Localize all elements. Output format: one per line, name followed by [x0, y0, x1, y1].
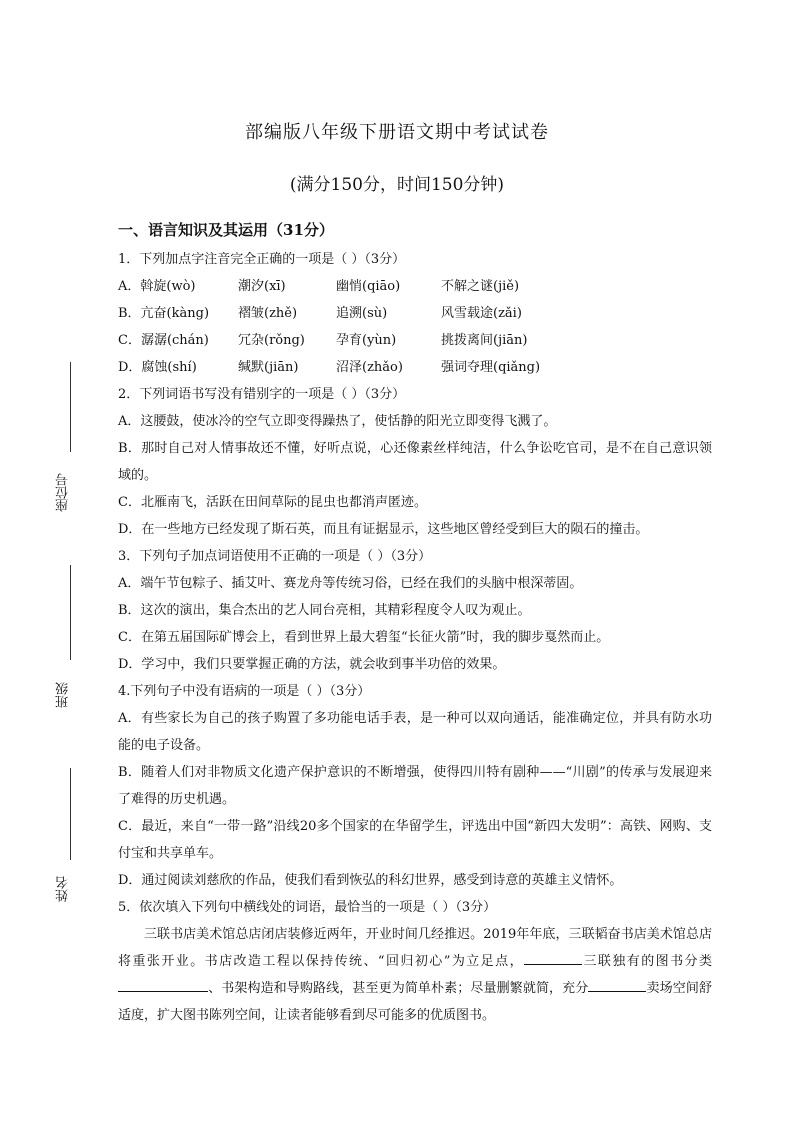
option-term: 幽悄(qiāo): [336, 279, 401, 294]
q5-passage-text: 卖场空间舒适度，扩大图书陈列空间，让读者能够看到尽可能多的优质图书。: [118, 981, 712, 1023]
exam-subtitle: (满分150分，时间150分钟): [289, 175, 505, 195]
option-term: 缄默(jiān): [238, 360, 299, 375]
option-term: 褶皱(zhě): [238, 306, 298, 321]
option-term: 追溯(sù): [336, 306, 388, 321]
q1-option-b: [118, 300, 712, 327]
q3-option-d: D．学习中，我们只要掌握正确的方法，就会收到事半功倍的效果。: [118, 657, 506, 672]
q1-stem: 1．下列加点字注音完全正确的一项是（ ）（3分）: [118, 252, 406, 267]
margin-label-name: 姓名: [56, 876, 71, 902]
option-term: 挑拨离间(jiān): [441, 333, 528, 348]
option-term: 冗杂(rǒng): [238, 333, 305, 348]
q4-option-b: B．随着人们对非物质文化遗产保护意识的不断增强，使得四川特有剧种——“川剧”的传承与发展迎来了难得的历史机遇。: [118, 765, 712, 807]
margin-line-seat: [70, 362, 71, 452]
question-content: [118, 246, 712, 1029]
option-term: C．潺潺(chán): [118, 333, 209, 348]
option-term: B．亢奋(kàng): [118, 306, 210, 321]
q2-option-b: B．那时自己对人情事故还不懂，好听点说，心还像素丝样纯洁，什么争讼吃官司，是不在自己意识领域的。: [118, 441, 712, 483]
fill-blank-1: [524, 948, 582, 965]
option-term: 强词夺理(qiǎng): [441, 360, 541, 375]
option-term: 不解之谜(jiě): [441, 279, 520, 294]
q4-option-d: D．通过阅读刘慈欣的作品，使我们看到恢弘的科幻世界，感受到诗意的英雄主义情怀。: [118, 873, 623, 888]
q3-stem: 3．下列句子加点词语使用不正确的一项是（ ）（3分）: [118, 549, 432, 564]
q3-option-b: B．这次的演出，集合杰出的艺人同台亮相，其精彩程度令人叹为观止。: [118, 603, 531, 618]
margin-line-name: [70, 768, 71, 860]
option-term: D．腐蚀(shí): [118, 360, 197, 375]
option-term: 风雪载途(zǎi): [441, 306, 522, 321]
q4-stem: 4.下列句子中没有语病的一项是（ ）（3分）: [118, 684, 371, 699]
fill-blank-3: [588, 975, 646, 992]
section-heading: 一、语言知识及其运用（31分）: [118, 221, 334, 239]
q2-stem: 2．下列词语书写没有错别字的一项是（ ）（3分）: [118, 387, 406, 402]
option-term: 孕育(yùn): [336, 333, 397, 348]
q5-passage-text: 、书架构造和导购路线，甚至更为简单朴素；尽量删繁就简，充分: [208, 981, 589, 996]
margin-line-class: [70, 565, 71, 660]
q2-option-d: D．在一些地方已经发现了斯石英，而且有证据显示，这些地区曾经受到巨大的陨石的撞击。: [118, 522, 649, 537]
q1-option-a: [118, 273, 712, 300]
q5-stem: 5．依次填入下列句中横线处的词语，最恰当的一项是（ ）（3分）: [118, 900, 497, 915]
q3-option-a: A．端午节包粽子、插艾叶、赛龙舟等传统习俗，已经在我们的头脑中根深蒂固。: [118, 576, 583, 591]
margin-label-class: 班级: [56, 682, 71, 708]
q4-option-a: A．有些家长为自己的孩子购置了多功能电话手表，是一种可以双向通话，能准确定位，并具有防水功能的电子设备。: [118, 711, 712, 753]
q2-option-c: C．北雁南飞，活跃在田间草际的昆虫也都消声匿迹。: [118, 495, 427, 510]
q1-option-d: [118, 354, 712, 381]
exam-title: 部编版八年级下册语文期中考试试卷: [245, 122, 549, 143]
q2-option-a: A．这腰鼓，使冰冷的空气立即变得躁热了，使恬静的阳光立即变得飞溅了。: [118, 414, 557, 429]
option-term: A．斡旋(wò): [118, 279, 196, 294]
q5-passage: [118, 921, 712, 1029]
q1-option-c: [118, 327, 712, 354]
q3-option-c: C．在第五届国际矿博会上，看到世界上最大碧玺“长征火箭”时，我的脚步戛然而止。: [118, 630, 610, 645]
option-term: 沼泽(zhǎo): [336, 360, 403, 375]
margin-label-seat: 座位号: [56, 473, 71, 512]
option-term: 潮汐(xī): [238, 279, 286, 294]
fill-blank-2: [118, 975, 208, 992]
q4-option-c: C．最近，来自“一带一路”沿线20多个国家的在华留学生，评选出中国“新四大发明”：高铁、网购、支付宝和共享单车。: [118, 819, 712, 861]
q5-passage-text: 三联独有的图书分类: [582, 954, 712, 969]
q5-passage-text: 三联书店美术馆总店闭店装修近两年，开业时间几经推迟。2019年年底，三联韬奋书店美术馆总店将重张开业。书店改造工程以保持传统、“回归初心”为立足点，: [118, 927, 712, 969]
